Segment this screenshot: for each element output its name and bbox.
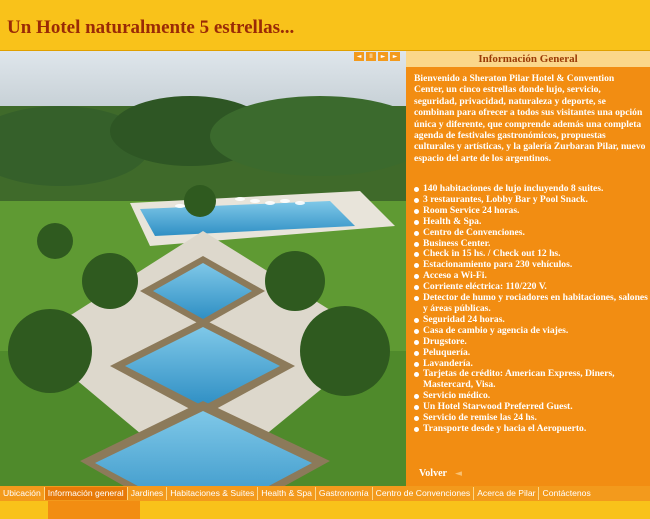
- hotel-garden-photo: [0, 51, 406, 486]
- page-title: Un Hotel naturalmente 5 estrellas...: [7, 17, 295, 38]
- list-item: Acceso a Wi-Fi.: [414, 271, 648, 282]
- nav-ubicacion[interactable]: Ubicación: [0, 487, 45, 500]
- back-arrow-icon[interactable]: ◄: [455, 469, 462, 479]
- list-item: Estacionamiento para 230 vehículos.: [414, 260, 648, 271]
- list-item: Tarjetas de crédito: American Express, Diners, Mastercard, Visa.: [414, 369, 648, 391]
- previous-slide-button[interactable]: ◄: [354, 52, 364, 61]
- list-item: Detector de humo y rociadores en habitaciones, salones y áreas públicas.: [414, 293, 648, 315]
- list-item: Drugstore.: [414, 337, 648, 348]
- bottom-nav: [0, 486, 650, 501]
- nav-centro-convenciones[interactable]: Centro de Convenciones: [373, 487, 475, 500]
- nav-jardines[interactable]: Jardines: [128, 487, 167, 500]
- feature-list: [414, 184, 648, 435]
- nav-acerca-pilar[interactable]: Acerca de Pilar: [474, 487, 539, 500]
- panel-heading: Información General: [406, 51, 650, 67]
- footer-accent-block: [48, 501, 140, 519]
- slideshow-controls: [354, 52, 400, 61]
- back-link[interactable]: Volver: [419, 468, 447, 479]
- list-item: Corriente eléctrica: 110/220 V.: [414, 282, 648, 293]
- list-item: 3 restaurantes, Lobby Bar y Pool Snack.: [414, 195, 648, 206]
- list-item: Peluquería.: [414, 348, 648, 359]
- play-slide-button[interactable]: ►: [378, 52, 388, 61]
- list-item: 140 habitaciones de lujo incluyendo 8 suites.: [414, 184, 648, 195]
- nav-contactenos[interactable]: Contáctenos: [542, 488, 591, 498]
- list-item: Un Hotel Starwood Preferred Guest.: [414, 402, 648, 413]
- panel-intro-text: Bienvenido a Sheraton Pilar Hotel & Convention Center, un cinco estrellas donde lujo, servicio, seguridad, privacidad, naturaleza y deporte, se combinan para ofrecer a todos sus visitantes una opción única y diferente, que comprende además una completa agenda de festivales gastronómicos, propuestas culturales y artísticas, y la galería Zurbaran Pilar, nuevo espacio del arte de los argentinos.: [414, 73, 646, 164]
- list-item: Business Center.: [414, 239, 648, 250]
- nav-habitaciones-suites[interactable]: Habitaciones & Suites: [167, 487, 258, 500]
- list-item: Centro de Convenciones.: [414, 228, 648, 239]
- list-item: Casa de cambio y agencia de viajes.: [414, 326, 648, 337]
- list-item: Lavandería.: [414, 359, 648, 370]
- info-panel: [406, 51, 650, 486]
- list-item: Transporte desde y hacia el Aeropuerto.: [414, 424, 648, 435]
- header-bar: [0, 0, 650, 51]
- nav-health-spa[interactable]: Health & Spa: [258, 487, 316, 500]
- list-item: Seguridad 24 horas.: [414, 315, 648, 326]
- list-item: Servicio médico.: [414, 391, 648, 402]
- pause-slide-button[interactable]: II: [366, 52, 376, 61]
- garden-pool-illustration: [0, 51, 406, 486]
- next-slide-button[interactable]: ►: [390, 52, 400, 61]
- list-item: Check in 15 hs. / Check out 12 hs.: [414, 249, 648, 260]
- nav-gastronomia[interactable]: Gastronomía: [316, 487, 373, 500]
- list-item: Room Service 24 horas.: [414, 206, 648, 217]
- list-item: Servicio de remise las 24 hs.: [414, 413, 648, 424]
- footer-bar: [0, 501, 650, 519]
- nav-informacion-general[interactable]: Información general: [45, 487, 128, 500]
- list-item: Health & Spa.: [414, 217, 648, 228]
